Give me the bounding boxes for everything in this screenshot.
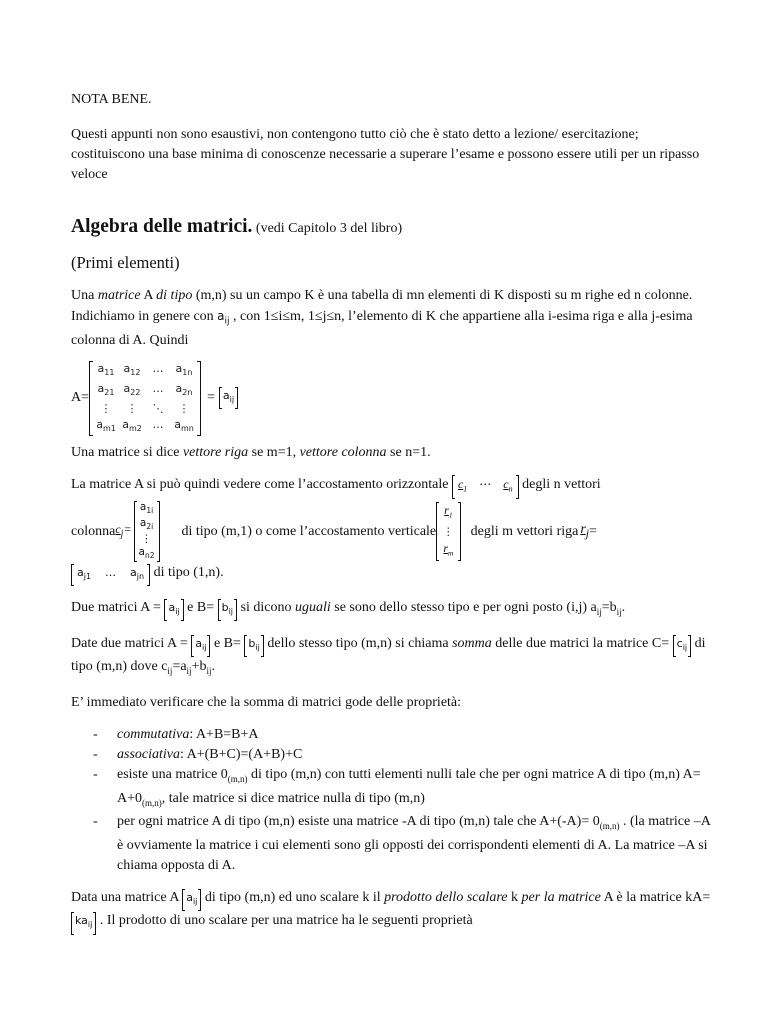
matrix-a: $a_{ij}$: [191, 635, 210, 657]
vector-paragraph: Una matrice si dice vettore riga se m=1, vettore colonna se n=1.: [71, 445, 431, 461]
matrix-cell: $a_{m2}$: [122, 417, 142, 434]
term-matrice: matrice: [97, 288, 141, 303]
vertical-concat: $r_1$ ⋮ $r_m$: [436, 502, 461, 561]
row-vector: $a_{j1}$ … $a_{jn}$: [71, 564, 150, 586]
term-prodotto-scalare: prodotto dello scalare: [384, 890, 508, 906]
matrix-cell: $a_{1n}$: [175, 361, 193, 377]
matrix-cell: ⋮: [100, 401, 112, 415]
properties-intro: E’ immediato verificare che la somma di matrici gode delle proprietà:: [71, 694, 462, 710]
matrix-cell: $a_{2n}$: [175, 381, 193, 397]
column-vector: $a_{1i}$ $a_{2i}$ ⋮ $a_{n2}$: [134, 501, 160, 562]
section-heading: [71, 214, 711, 242]
concat-paragraph-line2: colonna $c_j=$ $a_{1i}$ $a_{2i}$ ⋮ $a_{n2}$ di tipo (m,1) o come l’accostamento verticale $r_1$ ⋮ $r_m$ degli m vettori riga $r_j$ =: [71, 501, 597, 561]
text: A: [140, 288, 157, 303]
matrix-compact: $a_{ij}$: [219, 387, 238, 409]
matrix-cell: $a_{mn}$: [174, 417, 194, 434]
list-item: - commutativa: A+B=B+A: [71, 725, 711, 745]
element-symbol: $a_{ij}$: [217, 309, 230, 327]
rj-symbol: $r_j$: [580, 521, 590, 540]
sum-paragraph: Date due matrici $A = a_{ij}$ e $B= b_{ij}$ dello stesso tipo (m,n) si chiama somma delle due matrici la matrice $C= c_{ij}$ di tipo (m,n) dove $c_{ij}=a_{ij}+b_{ij}$.: [71, 635, 706, 676]
matrix-b: $b_{ij}$: [244, 635, 263, 657]
matrix-cell: ⋮: [126, 401, 138, 415]
matrix-a: $a_{ij}$: [182, 889, 201, 911]
list-item: - per ogni matrice A di tipo (m,n) esiste una matrice -A di tipo (m,n) tale che $A+(-A)= 0_{(m,n)}$ . (la matrice –A è ovviamente la matrice i cui elementi sono gli opposti dei corrispondenti elementi di A. La matrice –A si chiama opposta di A.: [71, 812, 711, 876]
section-reference: (vedi Capitolo 3 del libro): [255, 221, 403, 236]
term-per-la-matrice: per la matrice: [521, 890, 601, 906]
document-page: [71, 90, 711, 947]
section-subtitle: (Primi elementi): [71, 253, 180, 272]
horizontal-concat: $c_1$ ⋯ $c_n$: [452, 475, 519, 498]
term-vettore-colonna: vettore colonna: [299, 445, 387, 461]
matrix-a: $a_{ij}$: [164, 599, 183, 621]
section-title: Algebra delle matrici.: [71, 216, 253, 237]
scalar-product-paragraph: Data una matrice A $a_{ij}$ di tipo (m,n) ed uno scalare k il prodotto dello scalare k per la matrice A è la matrice $kA= ka_{ij}$ . Il prodotto di uno scalare per una matrice ha le seguenti proprietà: [71, 888, 711, 934]
text: (m,n) su un campo K è una tabella di mn elementi di K disposti su m righe ed n colonne. Indichiamo in genere con: [71, 288, 693, 324]
list-item: - associativa: A+(B+C)=(A+B)+C: [71, 745, 711, 765]
matrix-c: $c_{ij}$: [673, 635, 692, 657]
nota-bene: NOTA BENE.: [71, 92, 152, 107]
text: Una: [71, 288, 98, 303]
matrix-b: $b_{ij}$: [218, 599, 237, 621]
text: , con 1≤i≤m, 1≤j≤n, l’elemento di K che appartiene alla i-esima riga e alla j-esima colonna di A. Quindi: [71, 309, 693, 349]
matrix-lhs: A=: [71, 390, 90, 406]
matrix-cell: $a_{22}$: [123, 381, 141, 397]
cj-symbol: $c_j=$: [115, 522, 132, 540]
term-vettore-riga: vettore riga: [182, 445, 249, 461]
list-item: - esiste una matrice $0_{(m,n)}$ di tipo (m,n) con tutti elementi nulli tale che per ogni matrice A di tipo (m,n) $A= A+0_{(m,n)}$, tale matrice si dice matrice nulla di tipo (m,n): [71, 765, 711, 813]
matrix-cell: …: [152, 381, 164, 395]
matrix-cell: $a_{12}$: [123, 361, 141, 377]
matrix-cell: $a_{21}$: [97, 381, 115, 397]
matrix-definition: [71, 363, 711, 433]
concat-paragraph-line1: La matrice A si può quindi vedere come l’accostamento orizzontale $c_1$ ⋯ $c_n$ degli n vettori: [71, 475, 711, 498]
matrix-cell: …: [152, 417, 164, 431]
matrix-cell: …: [152, 361, 164, 375]
matrix-cell: ⋮: [178, 401, 190, 415]
matrix-cell: $a_{11}$: [97, 361, 115, 377]
matrix-ka: $ka_{ij}$: [71, 912, 96, 934]
disclaimer-paragraph: Questi appunti non sono esaustivi, non contengono tutto ciò che è stato detto a lezione/ esercitazione; costituiscono una base minima di conoscenze necessarie a superare l’esame e possono essere utili per un ripasso veloce: [71, 127, 700, 182]
term-uguali: uguali: [294, 599, 331, 615]
concat-paragraph-line3: $a_{j1}$ … $a_{jn}$ di tipo (1,n).: [71, 563, 711, 586]
matrix-grid: [89, 361, 201, 437]
matrix-cell: $a_{m1}$: [96, 417, 116, 434]
matrix-cell: ⋱: [152, 401, 164, 415]
definition-paragraph: [71, 286, 711, 351]
equality-paragraph: Due matrici $A = a_{ij}$ e $B= b_{ij}$ si dicono uguali se sono dello stesso tipo e per ogni posto (i,j) $a_{ij}=b_{ij}$.: [71, 598, 711, 622]
equals-sign: =: [207, 390, 215, 406]
term-di-tipo: di tipo: [156, 288, 193, 303]
properties-list: [71, 725, 711, 876]
term-somma: somma: [452, 635, 492, 651]
